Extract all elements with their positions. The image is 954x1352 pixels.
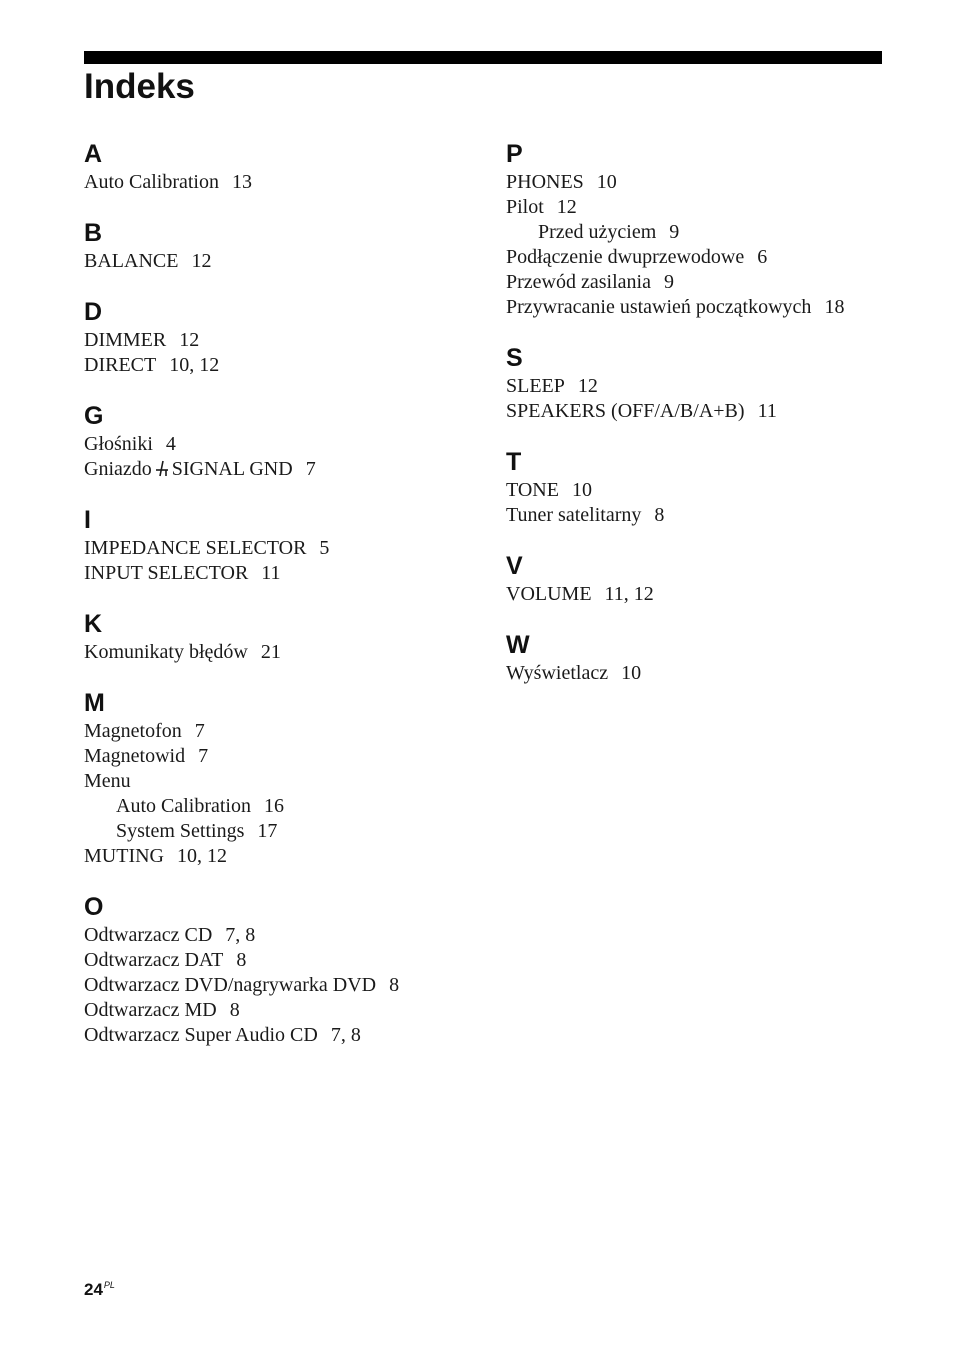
entry-term: VOLUME [506, 583, 592, 605]
entry-term: Magnetofon [84, 720, 182, 742]
entry-page: 10 [621, 662, 642, 684]
index-entry [84, 457, 484, 482]
page-title: Indeks [84, 67, 195, 106]
index-entry [84, 769, 484, 794]
index-section-m [84, 687, 484, 869]
entry-page: 17 [257, 820, 278, 842]
entry-term: Odtwarzacz MD [84, 999, 217, 1021]
index-entry [506, 503, 906, 528]
entry-term: Menu [84, 770, 131, 792]
entry-page: 7, 8 [330, 1024, 361, 1046]
index-column-right [506, 138, 906, 708]
entry-term: Magnetowid [84, 745, 186, 767]
section-letter: T [506, 448, 522, 476]
entry-page: 11, 12 [604, 583, 654, 605]
index-section-t [506, 446, 906, 528]
index-entry [506, 399, 906, 424]
entry-page: 10 [571, 479, 592, 501]
entry-term: Wyświetlacz [506, 662, 609, 684]
page-footer [84, 1280, 115, 1300]
entry-page: 10 [596, 171, 617, 193]
index-entry [506, 270, 906, 295]
section-letter: V [506, 552, 523, 580]
index-section-d [84, 296, 484, 378]
entry-page: 8 [229, 999, 240, 1021]
index-entry [84, 353, 484, 378]
entry-term: Tuner satelitarny [506, 504, 642, 526]
index-entry [506, 661, 906, 686]
language-code: PL [103, 1280, 115, 1291]
entry-page: 9 [663, 271, 674, 293]
page-number: 24 [84, 1280, 103, 1299]
index-subentry [84, 819, 484, 844]
entry-term: Podłączenie dwuprzewodowe [506, 246, 745, 268]
index-entry [506, 582, 906, 607]
entry-term: DIMMER [84, 329, 167, 351]
index-entry [506, 245, 906, 270]
entry-term: Gniazdo [84, 458, 152, 480]
index-entry [84, 719, 484, 744]
entry-page: 18 [824, 296, 845, 318]
entry-page: 8 [236, 949, 247, 971]
index-subentry [506, 220, 906, 245]
entry-page: 11 [757, 400, 777, 422]
index-section-g [84, 400, 484, 482]
entry-term: Auto Calibration [84, 171, 219, 193]
entry-page: 10, 12 [169, 354, 220, 376]
section-letter: D [84, 298, 103, 326]
entry-page: 13 [231, 171, 252, 193]
entry-page: 16 [263, 795, 284, 817]
section-letter: S [506, 344, 523, 372]
index-entry [84, 948, 484, 973]
index-section-a [84, 138, 484, 195]
entry-term: System Settings [116, 820, 245, 842]
index-section-b [84, 217, 484, 274]
entry-term: Głośniki [84, 433, 153, 455]
entry-term: BALANCE [84, 250, 179, 272]
index-entry [506, 478, 906, 503]
entry-term: Odtwarzacz DAT [84, 949, 224, 971]
entry-page: 10, 12 [177, 845, 227, 867]
index-entry [84, 998, 484, 1023]
entry-page: 5 [319, 537, 330, 559]
entry-page: 7, 8 [225, 924, 256, 946]
entry-page: 11 [261, 562, 281, 584]
index-section-k [84, 608, 484, 665]
section-letter: B [84, 219, 103, 247]
ground-icon [154, 460, 170, 477]
entry-term: SLEEP [506, 375, 565, 397]
entry-term: Komunikaty błędów [84, 641, 248, 663]
entry-term: Przywracanie ustawień początkowych [506, 296, 812, 318]
entry-page: 7 [194, 720, 205, 742]
entry-term: Odtwarzacz DVD/nagrywarka DVD [84, 974, 377, 996]
entry-page: 7 [198, 745, 209, 767]
section-letter: A [84, 140, 103, 168]
index-section-i [84, 504, 484, 586]
header-rule [84, 51, 882, 64]
index-subentry [84, 794, 484, 819]
entry-term: SPEAKERS (OFF/A/B/A+B) [506, 400, 745, 422]
entry-term: TONE [506, 479, 559, 501]
index-entry [84, 844, 484, 869]
entry-page: 12 [556, 196, 577, 218]
entry-term: Przed użyciem [538, 221, 657, 243]
index-entry [84, 249, 484, 274]
entry-term: INPUT SELECTOR [84, 562, 249, 584]
index-entry [84, 432, 484, 457]
entry-term: Pilot [506, 196, 544, 218]
entry-page: 6 [757, 246, 768, 268]
section-letter: I [84, 506, 91, 534]
entry-term: SIGNAL GND [171, 458, 293, 480]
index-entry [506, 295, 906, 320]
index-entry [84, 536, 484, 561]
index-entry [84, 170, 484, 195]
index-entry [84, 923, 484, 948]
entry-page: 12 [191, 250, 212, 272]
index-section-v [506, 550, 906, 607]
entry-page: 4 [165, 433, 176, 455]
section-letter: M [84, 689, 105, 717]
entry-page: 12 [179, 329, 200, 351]
entry-page: 12 [577, 375, 598, 397]
entry-term: Odtwarzacz Super Audio CD [84, 1024, 318, 1046]
entry-page: 8 [654, 504, 665, 526]
index-entry [84, 328, 484, 353]
entry-term: Auto Calibration [116, 795, 251, 817]
section-letter: P [506, 140, 523, 168]
index-entry [84, 561, 484, 586]
section-letter: G [84, 402, 104, 430]
section-letter: W [506, 631, 530, 659]
index-column-left [84, 138, 484, 1070]
entry-page: 21 [260, 641, 281, 663]
entry-term: Odtwarzacz CD [84, 924, 213, 946]
index-section-o [84, 891, 484, 1048]
entry-page: 9 [669, 221, 680, 243]
index-entry [84, 973, 484, 998]
entry-term: Przewód zasilania [506, 271, 651, 293]
entry-page: 7 [305, 458, 316, 480]
index-entry [506, 195, 906, 220]
section-letter: K [84, 610, 103, 638]
entry-term: IMPEDANCE SELECTOR [84, 537, 307, 559]
index-entry [506, 170, 906, 195]
index-entry [84, 744, 484, 769]
index-entry [506, 374, 906, 399]
index-entry [84, 1023, 484, 1048]
index-section-p [506, 138, 906, 320]
index-section-s [506, 342, 906, 424]
entry-page: 8 [389, 974, 400, 996]
entry-term: PHONES [506, 171, 584, 193]
section-letter: O [84, 893, 104, 921]
index-section-w [506, 629, 906, 686]
entry-term: MUTING [84, 845, 164, 867]
index-entry [84, 640, 484, 665]
entry-term: DIRECT [84, 354, 157, 376]
